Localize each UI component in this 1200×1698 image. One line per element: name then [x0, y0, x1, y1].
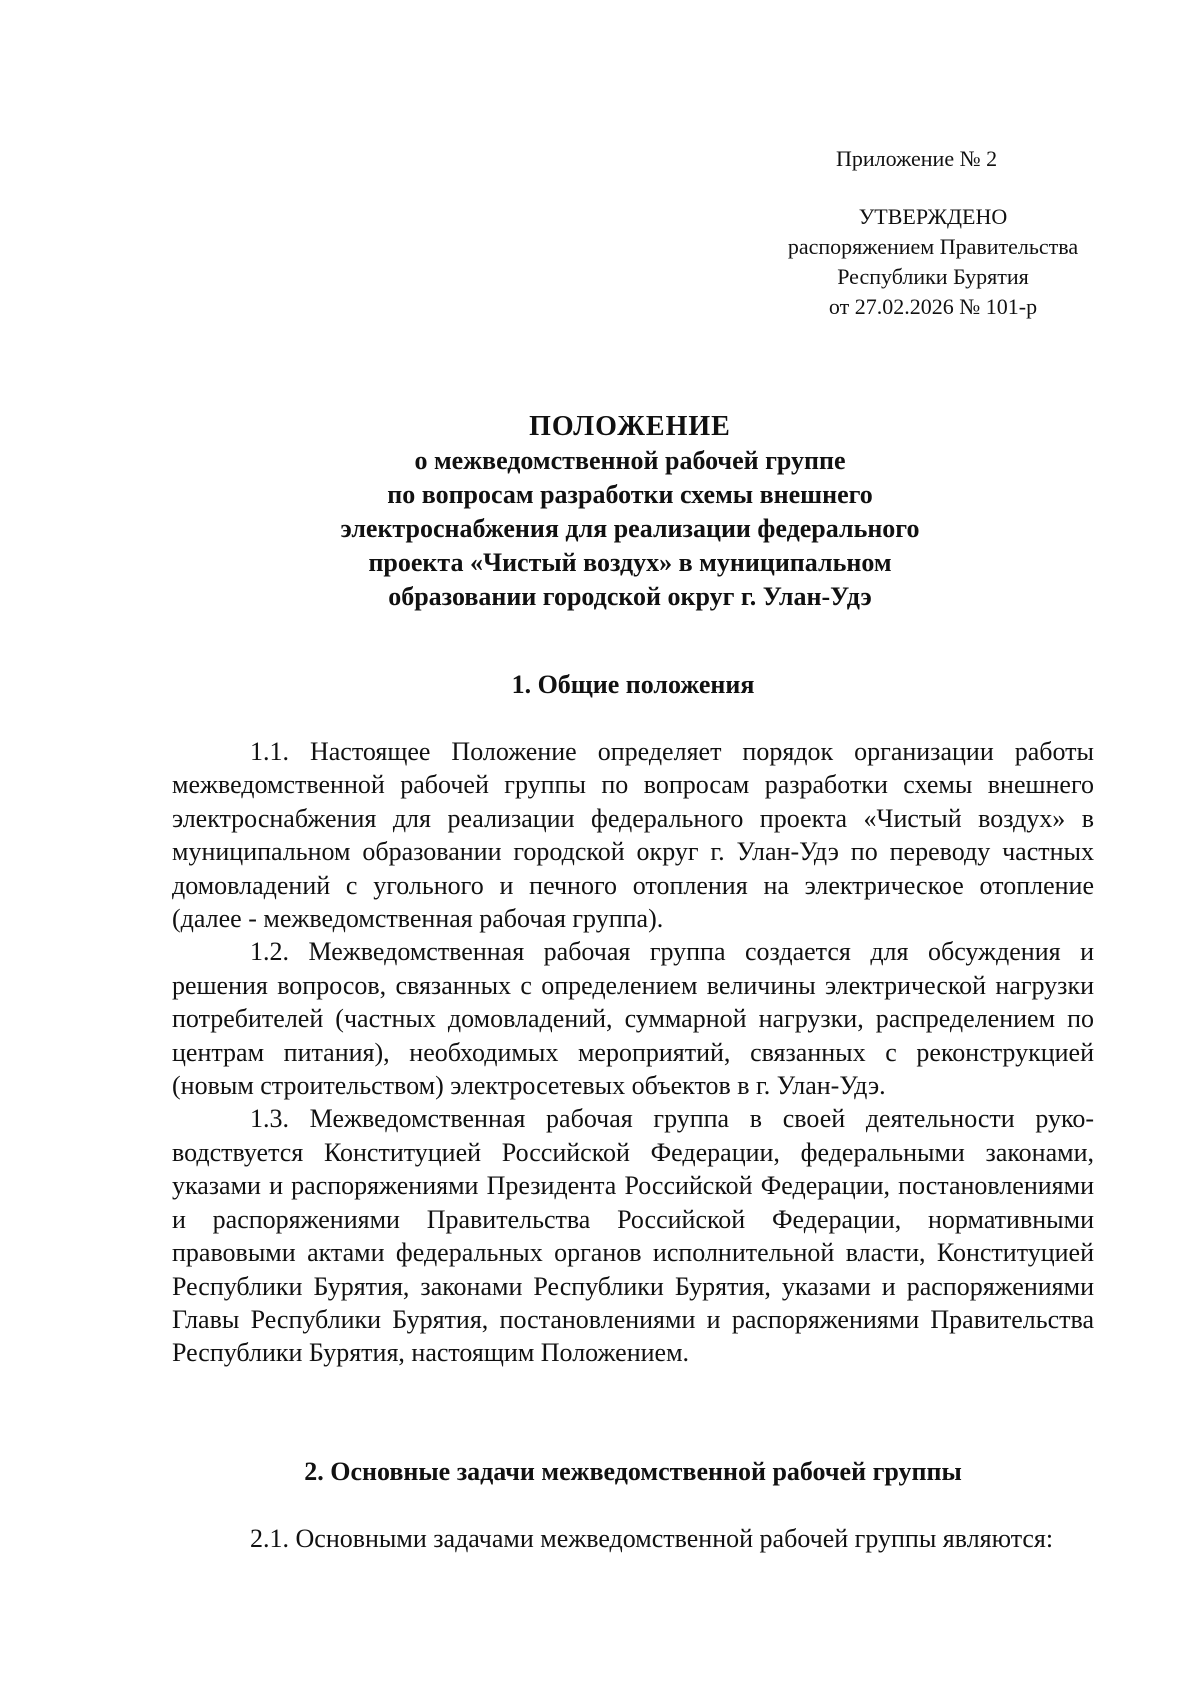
paragraph-2-1: 2.1. Основными задачами межведомственной рабочей группы являются:: [250, 1524, 1054, 1553]
approved-date: от 27.02.2026 № 101-р: [828, 294, 1038, 319]
section-2-heading: 2. Основные задачи межведомственной рабочей группы: [304, 1457, 962, 1486]
title-line-1: ПОЛОЖЕНИЕ: [529, 411, 731, 442]
appendix-number: Приложение № 2: [836, 146, 998, 171]
paragraph-1-2: 1.2. Межведомственная рабочая группа создается для обсуждения и решения вопросов, связанных с определением величины электрической нагрузки потребителей (частных домовладений, суммарной нагрузки, распределением по центрам питания), необходимых мероприятий, связанных с реконструкцией (новым строительством) электросетевых объектов в г. Улан-Удэ.: [172, 937, 1094, 1101]
paragraph-1-1: 1.1. Настоящее Положение определяет порядок организации работы межведомственной рабочей группы по вопросам разработки схемы внешнего электроснабжения для реализации федерального проекта «Чистый воздух» в муниципальном образовании городской округ г. Улан-Удэ по переводу частных домовладений с угольного и печного отопления на электрическое отопление (далее - межведомственная рабочая группа).: [172, 737, 1094, 934]
section-2-body: [172, 1522, 1094, 1555]
title-line-3: по вопросам разработки схемы внешнего: [387, 480, 873, 509]
approved-by-line1: распоряжением Правительства: [787, 234, 1079, 259]
approved-by-line2: Республики Бурятия: [837, 264, 1029, 289]
title-line-5: проекта «Чистый воздух» в муниципальном: [368, 548, 892, 577]
title-line-4: электроснабжения для реализации федерального: [340, 514, 920, 543]
title-line-2: о межведомственной рабочей группе: [414, 446, 846, 475]
approved-label: УТВЕРЖДЕНО: [858, 204, 1008, 229]
section-1-heading: 1. Общие положения: [511, 670, 755, 699]
section-1-body: [172, 735, 1094, 1370]
document-title: [160, 410, 1100, 614]
approval-stamp-block: [738, 202, 1128, 322]
title-line-6: образовании городской округ г. Улан-Удэ: [388, 582, 872, 611]
paragraph-1-3: 1.3. Межведомственная рабочая группа в своей деятельности руководствуется Конституцией Российской Федерации, федеральными законами, указами и распоряжениями Президента Российской Федерации, постановлениями и распоряжениями Правительства Российской Федерации, нормативными правовыми актами федеральных органов исполнительной власти, Конституцией Республики Бурятия, законами Республики Бурятия, указами и распоряжениями Главы Республики Бурятия, постановлениями и распоряжениями Правительства Республики Бурятия, настоящим Положением.: [172, 1104, 1094, 1368]
